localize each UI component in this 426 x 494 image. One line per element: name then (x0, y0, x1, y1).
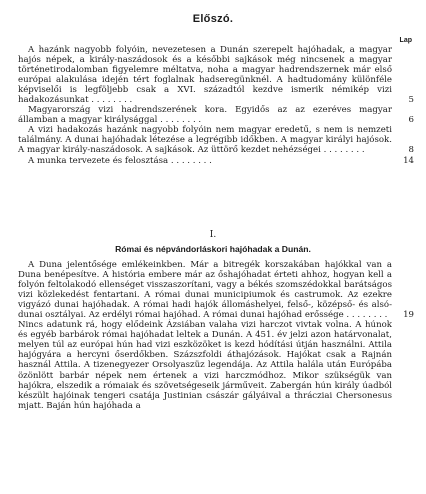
chapter-entry-page: 19 (403, 310, 414, 321)
page-title: Előszó. (192, 13, 234, 25)
chapter-entry-text: Nincs adatunk rá, hogy elődeink Ázsiában valaha vizi harczot vivtak volna. A húnok és egyéb barbárok római hajóhadat leltek a Dunán. A 451. év jelzi azon határvonalat, melyen túl az európai hún had vizi eszközöket is kezd hódítási útján használni. Attila hajógyára a hercyni őserdőkben. Százszfoldi áthajózások. Hajókat csak a Rajnán használ Attila. A tizenegyezer Orsolyaszüz legendája. Az Attila halála után Európába özönlött barbár népek nem értenek a vizi harczmódhoz. Mikor szükségük van hajókra, elszedik a rómaiak és szövetségeseik járműveit. Zabergán hún király úadból készült hajóinak tengeri csatája Justinian császár gályáival a thrácziai Chersonesus mjatt. Baján hún hajóhada a (18, 320, 392, 411)
chapter-section (18, 260, 416, 411)
toc-entry-text: A munka tervezete és felosztása . . . . . . . . (28, 155, 212, 166)
chapter-entry-text: A Duna jelentősége emlékeinkben. Már a bitregék korszakában hajókkal van a Duna benépesítve. A história embere már az őshajóhadat érteti ahhoz, hogyan kell a folyón feltolakodó ellenséget visszaszorítani, vagy a békés szomszédokkal barátságos vizi közlekedést fentartani. A római dunai municipiumok és castrumok. Az ezekre vigyázó dunai hajóhadak. A római hadi hajók állomáshelyei, felső-, középső- és alsó-dunai osztályai. Az erdélyi római hajóhad. A római dunai hajóhad erőssége . . . . . . . . (18, 260, 392, 321)
chapter-entry (18, 260, 416, 320)
toc-intro-section (18, 45, 416, 166)
chapter-title: Római és népvándorláskori hajóhadak a Dunán. (115, 244, 311, 254)
toc-entry (18, 45, 416, 105)
toc-entry (18, 156, 416, 166)
toc-entry-page: 8 (408, 145, 414, 156)
toc-entry-page: 5 (408, 95, 414, 106)
toc-entry-text: Magyarország vizi hadrendszerének kora. Egyidős az az ezeréves magyar államban a magyar királysággal . . . . . . . . (18, 105, 392, 126)
toc-entry-page: 14 (403, 155, 414, 166)
toc-entry (18, 125, 416, 155)
page-column-header: Lap (399, 37, 412, 44)
toc-entry (18, 105, 416, 125)
toc-entry-text: A hazánk nagyobb folyóin, nevezetesen a Dunán szerepelt hajóhadak, a magyar hajós népek, a király-naszádosok és a későbbi sajkások még nincsenek a magyar történetirodalomban figyelemre méltatva, noha a magyar hadrendszernek már első európai alakulása idején tért foglalnak hadseregünknél. A hadtudomány különféle képviselői is legföljebb csak a XVI. századtól kezdve ismerik némikép vizi hadakozásunkat . . . . . . . . (18, 45, 392, 106)
chapter-entry (18, 320, 416, 410)
chapter-number: I. (209, 230, 217, 240)
toc-entry-page: 6 (408, 115, 414, 126)
toc-entry-text: A vizi hadakozás hazánk nagyobb folyóin nem magyar eredetű, s nem is nemzeti találmány. A dunai hajóhadak létezése a legrégibb időkben. A magyar királyi hajósok. A magyar király-naszádosok. A sajkások. Az üttörő kezdet nehézségei . . . . . . . . (18, 125, 392, 156)
